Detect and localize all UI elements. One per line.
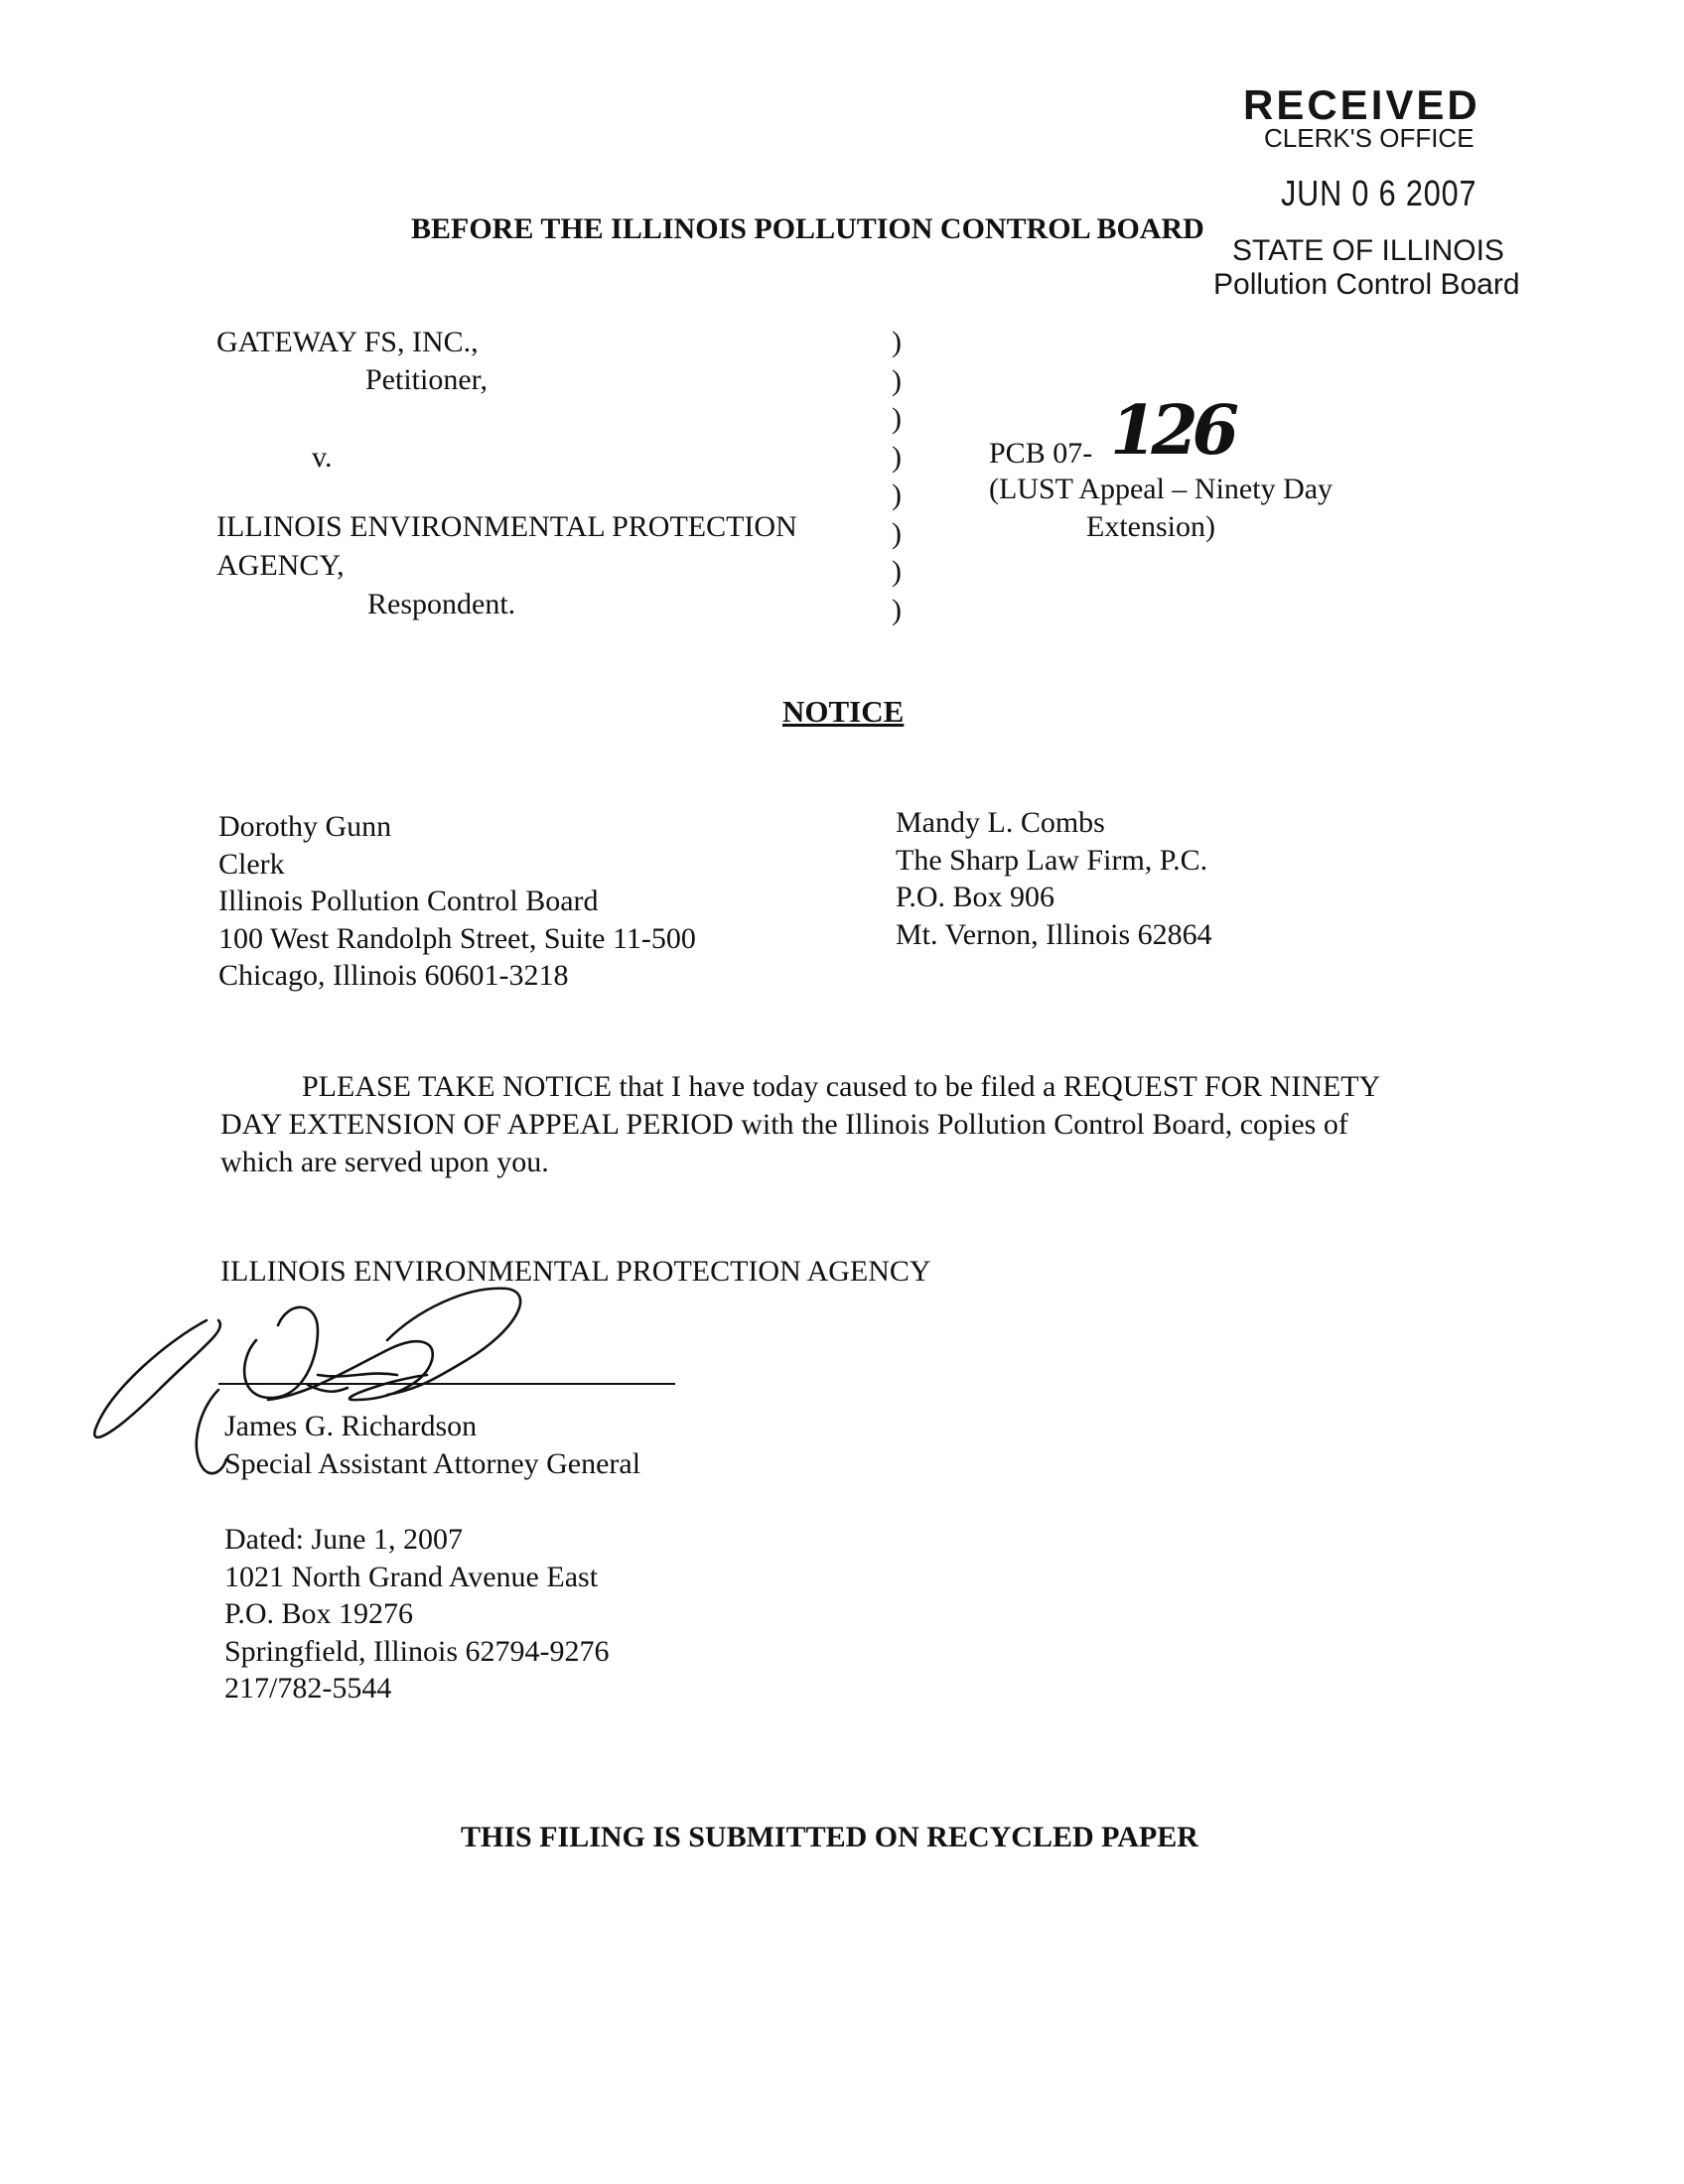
notice-heading: NOTICE bbox=[782, 694, 905, 729]
stamp-board: Pollution Control Board bbox=[1213, 268, 1520, 301]
recycled-paper-footer: THIS FILING IS SUBMITTED ON RECYCLED PAPER bbox=[461, 1821, 1198, 1853]
notice-body-line2: DAY EXTENSION OF APPEAL PERIOD with the Illinois Pollution Control Board, copies of bbox=[220, 1108, 1348, 1141]
recipient-left bbox=[218, 808, 696, 995]
respondent-name-line1: ILLINOIS ENVIRONMENTAL PROTECTION bbox=[216, 510, 797, 543]
stamp-state: STATE OF ILLINOIS bbox=[1232, 234, 1504, 267]
signer-name: James G. Richardson bbox=[224, 1410, 478, 1442]
recipient-left-line: Dorothy Gunn bbox=[218, 810, 392, 843]
recipient-right-line: P.O. Box 906 bbox=[896, 881, 1055, 913]
case-number-handwritten: 126 bbox=[1110, 391, 1233, 471]
paren: ) bbox=[892, 555, 902, 588]
phone-line: 217/782-5544 bbox=[224, 1672, 392, 1705]
recipient-right-line: Mandy L. Combs bbox=[896, 806, 1105, 839]
address-line: 1021 North Grand Avenue East bbox=[224, 1560, 599, 1593]
board-heading: BEFORE THE ILLINOIS POLLUTION CONTROL BOARD bbox=[411, 212, 1204, 245]
dated-line: Dated: June 1, 2007 bbox=[224, 1523, 463, 1556]
recipient-left-line: Clerk bbox=[218, 847, 285, 881]
paren: ) bbox=[892, 440, 902, 474]
paren: ) bbox=[892, 593, 902, 626]
recipient-right-line: Mt. Vernon, Illinois 62864 bbox=[896, 917, 1212, 951]
caption-parentheses bbox=[892, 324, 902, 629]
recipient-right bbox=[896, 804, 1212, 953]
recipient-left-line: Chicago, Illinois 60601-3218 bbox=[218, 959, 569, 992]
agency-name: ILLINOIS ENVIRONMENTAL PROTECTION AGENCY bbox=[220, 1255, 931, 1288]
stamp-clerks-office: CLERK'S OFFICE bbox=[1264, 123, 1474, 153]
dated-block bbox=[224, 1521, 609, 1707]
recipient-left-line: Illinois Pollution Control Board bbox=[218, 885, 599, 917]
signer-title: Special Assistant Attorney General bbox=[224, 1447, 641, 1480]
paren: ) bbox=[892, 478, 902, 511]
stamp-received: RECEIVED bbox=[1243, 81, 1480, 128]
respondent-role: Respondent. bbox=[367, 588, 516, 620]
stamp-date: JUN 0 6 2007 bbox=[1281, 173, 1477, 213]
address-line: P.O. Box 19276 bbox=[224, 1597, 414, 1630]
recipient-left-line: 100 West Randolph Street, Suite 11-500 bbox=[218, 921, 696, 955]
notice-body-line1: PLEASE TAKE NOTICE that I have today caused to be filed a REQUEST FOR NINETY bbox=[302, 1070, 1381, 1103]
case-type-line2: Extension) bbox=[1086, 510, 1215, 543]
address-line: Springfield, Illinois 62794-9276 bbox=[224, 1634, 610, 1668]
respondent-name-line2: AGENCY, bbox=[216, 549, 345, 582]
petitioner-name: GATEWAY FS, INC., bbox=[216, 326, 479, 358]
recipient-right-line: The Sharp Law Firm, P.C. bbox=[896, 843, 1208, 877]
versus-label: v. bbox=[312, 441, 333, 474]
case-number-prefix: PCB 07- bbox=[989, 437, 1093, 470]
case-type-line1: (LUST Appeal – Ninety Day bbox=[989, 473, 1333, 505]
paren: ) bbox=[892, 326, 902, 358]
paren: ) bbox=[892, 402, 902, 435]
paren: ) bbox=[892, 516, 902, 550]
notice-body-line3: which are served upon you. bbox=[220, 1146, 549, 1178]
petitioner-role: Petitioner, bbox=[365, 363, 488, 396]
paren: ) bbox=[892, 363, 902, 397]
